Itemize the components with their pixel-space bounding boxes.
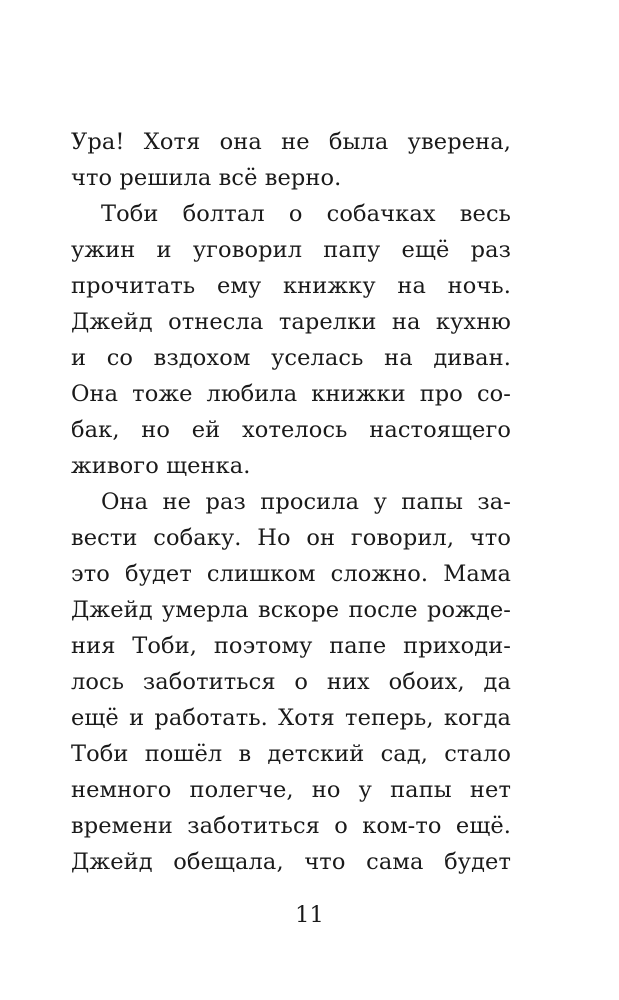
text-line: Она тоже любила книжки про со- [71,381,511,407]
text-line: прочитать ему книжку на ночь. [71,273,511,299]
text-line: Джейд отнесла тарелки на кухню [71,309,511,335]
text-line: времени заботиться о ком-то ещё. [71,813,511,839]
text-line: бак, но ей хотелось настоящего [71,417,511,443]
text-line: и со вздохом уселась на диван. [71,345,511,371]
text-line: это будет слишком сложно. Мама [71,561,511,587]
text-line: ещё и работать. Хотя теперь, когда [71,705,511,731]
text-line: вести собаку. Но он говорил, что [71,525,511,551]
text-line: Джейд умерла вскоре после рожде- [71,597,511,623]
text-line: Она не раз просила у папы за- [101,489,511,515]
text-line: лось заботиться о них обоих, да [71,669,511,695]
text-line: ния Тоби, поэтому папе приходи- [71,633,511,659]
page-number: 11 [295,902,324,928]
text-line: Джейд обещала, что сама будет [71,849,511,875]
text-line: Ура! Хотя она не была уверена, [71,129,511,155]
text-line: живого щенка. [71,453,251,479]
body-text [71,124,511,880]
text-line: немного полегче, но у папы нет [71,777,511,803]
text-line: Тоби пошёл в детский сад, стало [71,741,511,767]
text-line: ужин и уговорил папу ещё раз [71,237,511,263]
text-line: что решила всё верно. [71,165,342,191]
text-line: Тоби болтал о собачках весь [101,201,511,227]
